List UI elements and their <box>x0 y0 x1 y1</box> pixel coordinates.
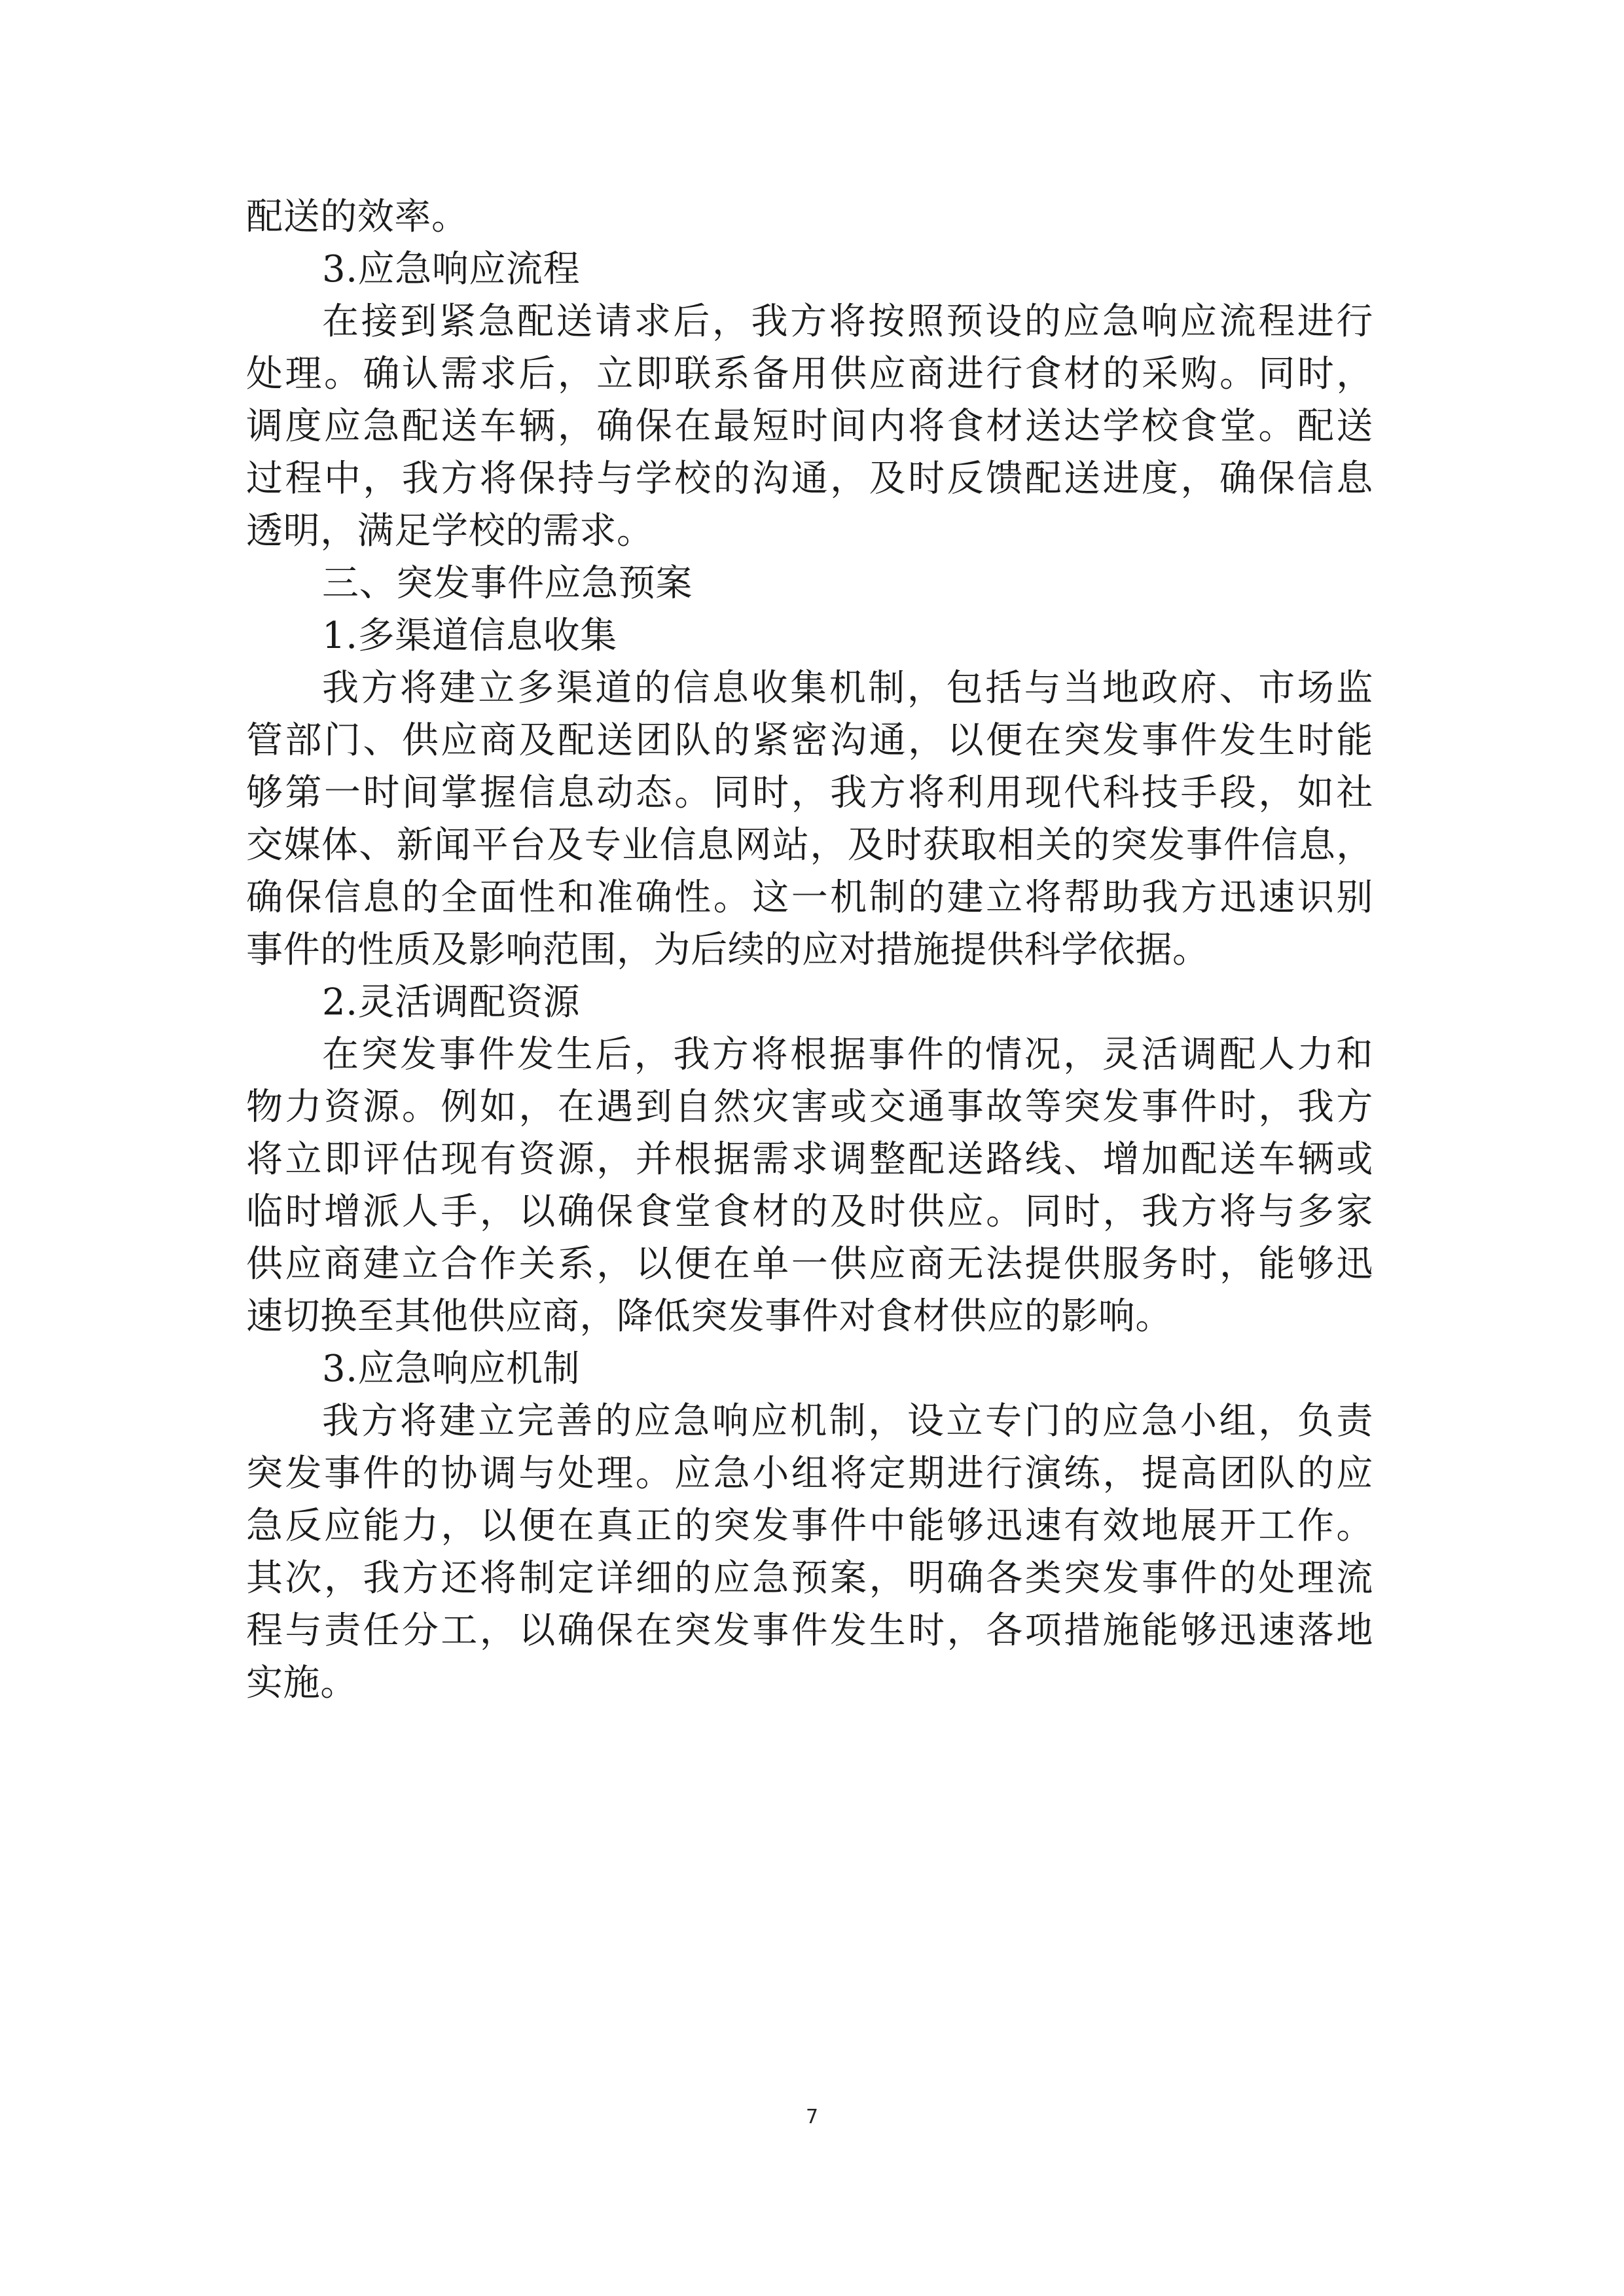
text-line: 2.灵活调配资源 <box>322 981 581 1024</box>
text-line: 其次，我方还将制定详细的应急预案，明确各类突发事件的处理流 <box>246 1557 1373 1600</box>
text-line: 我方将建立完善的应急响应机制，设立专门的应急小组，负责 <box>322 1400 1373 1443</box>
text-line: 将立即评估现有资源，并根据需求调整配送路线、增加配送车辆或 <box>246 1138 1373 1181</box>
text-line: 确保信息的全面性和准确性。这一机制的建立将帮助我方迅速识别 <box>246 876 1373 919</box>
text-line: 急反应能力，以便在真正的突发事件中能够迅速有效地展开工作。 <box>246 1505 1373 1547</box>
page-number: 7 <box>805 2106 819 2128</box>
text-line: 速切换至其他供应商，降低突发事件对食材供应的影响。 <box>246 1295 1172 1338</box>
text-line: 物力资源。例如，在遇到自然灾害或交通事故等突发事件时，我方 <box>246 1086 1373 1128</box>
text-line: 管部门、供应商及配送团队的紧密沟通，以便在突发事件发生时能 <box>246 719 1373 762</box>
text-line: 实施。 <box>246 1662 357 1704</box>
text-line: 配送的效率。 <box>246 196 469 238</box>
text-line: 调度应急配送车辆，确保在最短时间内将食材送达学校食堂。配送 <box>246 405 1373 448</box>
text-line: 临时增派人手，以确保食堂食材的及时供应。同时，我方将与多家 <box>246 1191 1373 1233</box>
text-line: 3.应急响应流程 <box>322 248 581 291</box>
text-line: 供应商建立合作关系，以便在单一供应商无法提供服务时，能够迅 <box>246 1243 1373 1285</box>
text-line: 在接到紧急配送请求后，我方将按照预设的应急响应流程进行 <box>322 300 1373 343</box>
text-line: 过程中，我方将保持与学校的沟通，及时反馈配送进度，确保信息 <box>246 457 1373 500</box>
text-line: 交媒体、新闻平台及专业信息网站，及时获取相关的突发事件信息， <box>246 824 1373 867</box>
text-line: 在突发事件发生后，我方将根据事件的情况，灵活调配人力和 <box>322 1033 1373 1076</box>
text-line: 透明，满足学校的需求。 <box>246 510 654 552</box>
text-line: 事件的性质及影响范围，为后续的应对措施提供科学依据。 <box>246 929 1210 971</box>
text-line: 突发事件的协调与处理。应急小组将定期进行演练，提高团队的应 <box>246 1452 1373 1495</box>
text-line: 处理。确认需求后，立即联系备用供应商进行食材的采购。同时， <box>246 353 1373 395</box>
text-line: 程与责任分工，以确保在突发事件发生时，各项措施能够迅速落地 <box>246 1609 1373 1652</box>
document-body <box>246 191 1373 1710</box>
text-line: 三、突发事件应急预案 <box>322 562 693 605</box>
text-line: 1.多渠道信息收集 <box>322 615 617 657</box>
text-line: 够第一时间掌握信息动态。同时，我方将利用现代科技手段，如社 <box>246 772 1373 814</box>
text-line: 我方将建立多渠道的信息收集机制，包括与当地政府、市场监 <box>322 667 1373 709</box>
text-line: 3.应急响应机制 <box>322 1348 581 1390</box>
